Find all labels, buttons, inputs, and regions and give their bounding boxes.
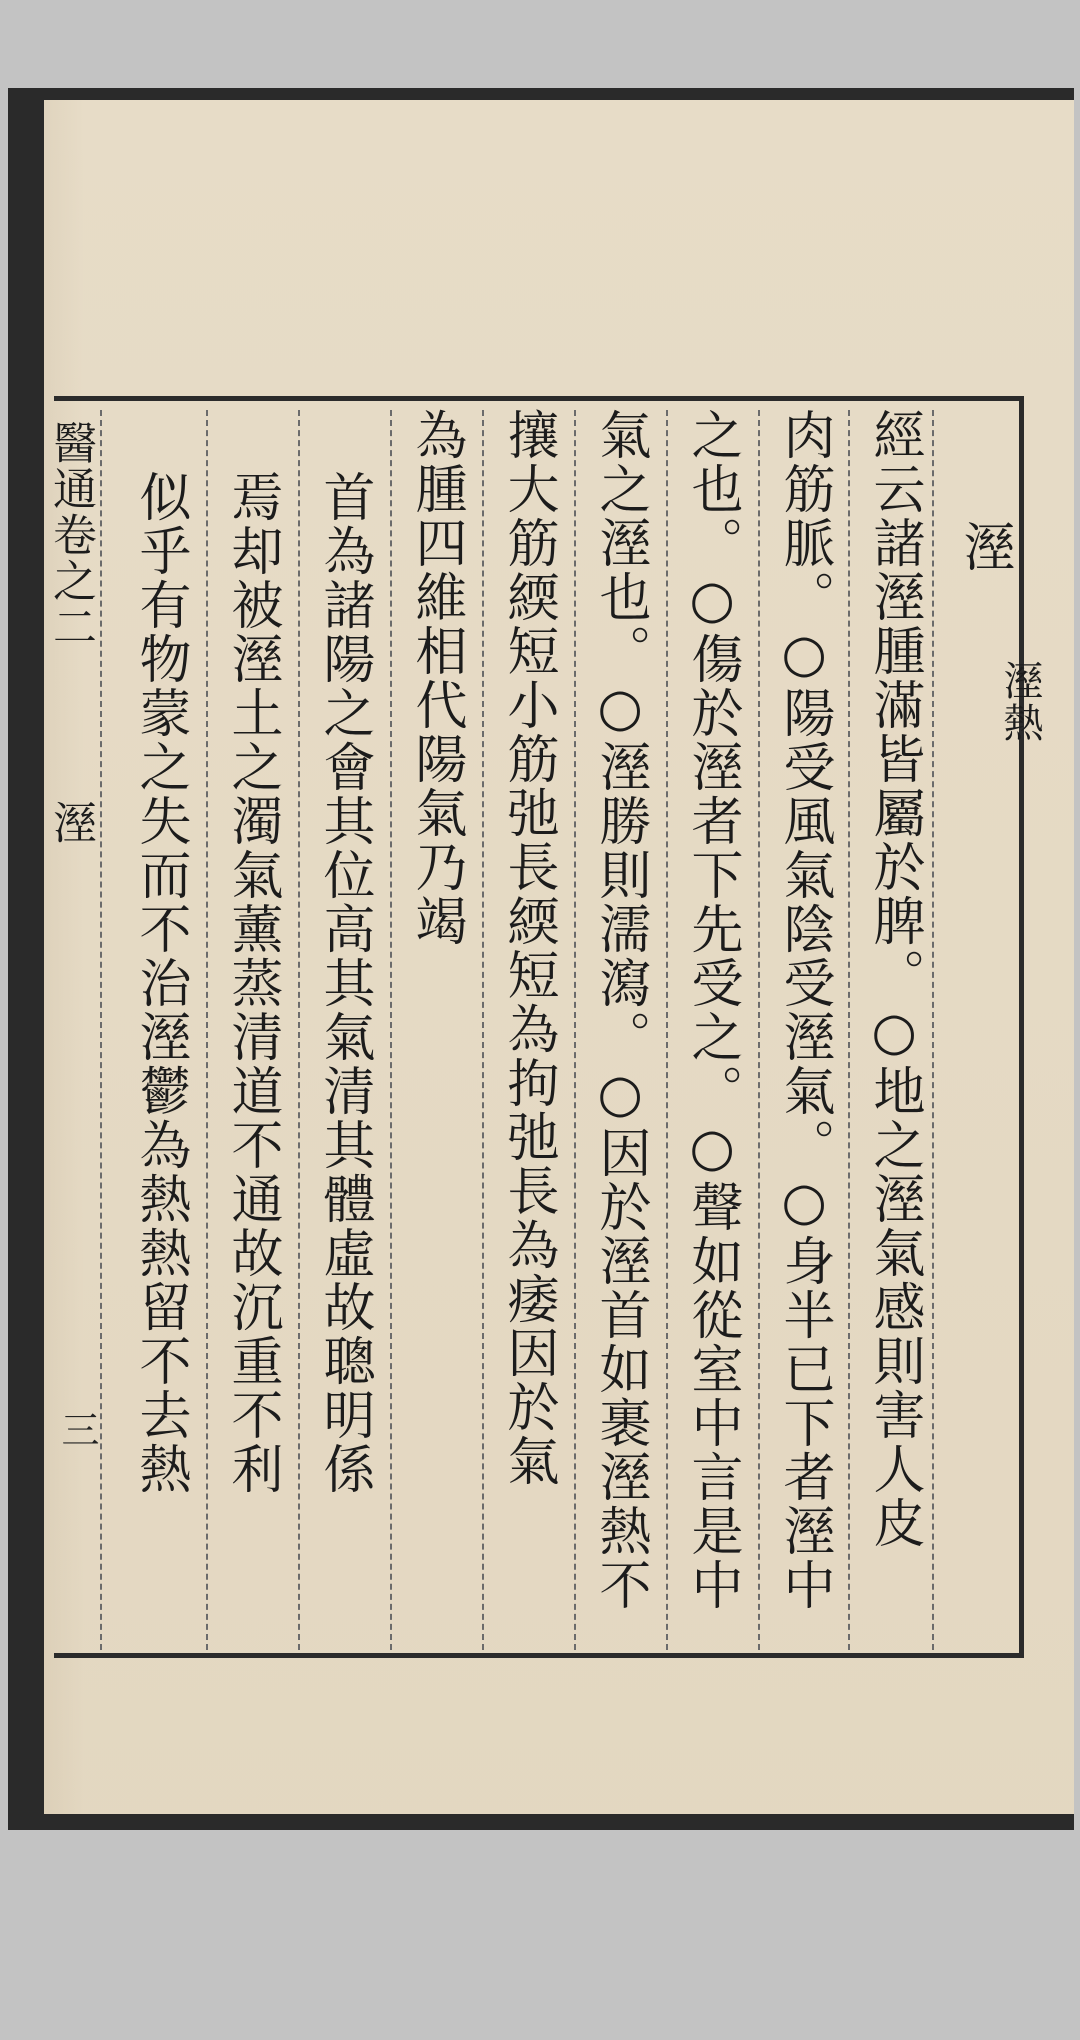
text-column-3: 之也。○傷於溼者下先受之。○聲如從室中言是中	[682, 408, 742, 1612]
section-heading: 溼	[954, 520, 1014, 574]
text-column-8: 焉却被溼土之濁氣薰蒸清道不通故沉重不利	[222, 470, 282, 1496]
margin-section: 溼	[45, 800, 96, 846]
column-rule	[758, 410, 760, 1650]
column-rule	[848, 410, 850, 1650]
text-column-9: 似乎有物蒙之失而不治溼鬱為熱熱留不去熱	[130, 470, 190, 1496]
column-rule	[574, 410, 576, 1650]
column-rule	[932, 410, 934, 1650]
text-column-1: 經云諸溼腫滿皆屬於脾。○地之溼氣感則害人皮	[864, 408, 924, 1550]
column-rule	[390, 410, 392, 1650]
text-column-4: 氣之溼也。○溼勝則濡瀉。○因於溼首如裹溼熱不	[590, 408, 650, 1612]
text-column-7: 首為諸陽之會其位高其氣清其體虛故聰明係	[314, 470, 374, 1496]
text-column-2: 肉筋脈。○陽受風氣陰受溼氣。○身半已下者溼中	[774, 408, 834, 1612]
text-column-5: 攘大筋緛短小筋弛長緛短為拘弛長為痿因於氣	[498, 408, 558, 1488]
column-rule	[298, 410, 300, 1650]
section-subheading: 溼熱	[997, 660, 1043, 744]
column-rule	[206, 410, 208, 1650]
column-rule	[482, 410, 484, 1650]
book-title: 醫通卷之二	[45, 420, 96, 650]
page-number: 三	[55, 1410, 99, 1448]
column-rule	[666, 410, 668, 1650]
column-rule	[100, 410, 102, 1650]
text-column-6: 為腫四維相代陽氣乃竭	[406, 408, 466, 948]
